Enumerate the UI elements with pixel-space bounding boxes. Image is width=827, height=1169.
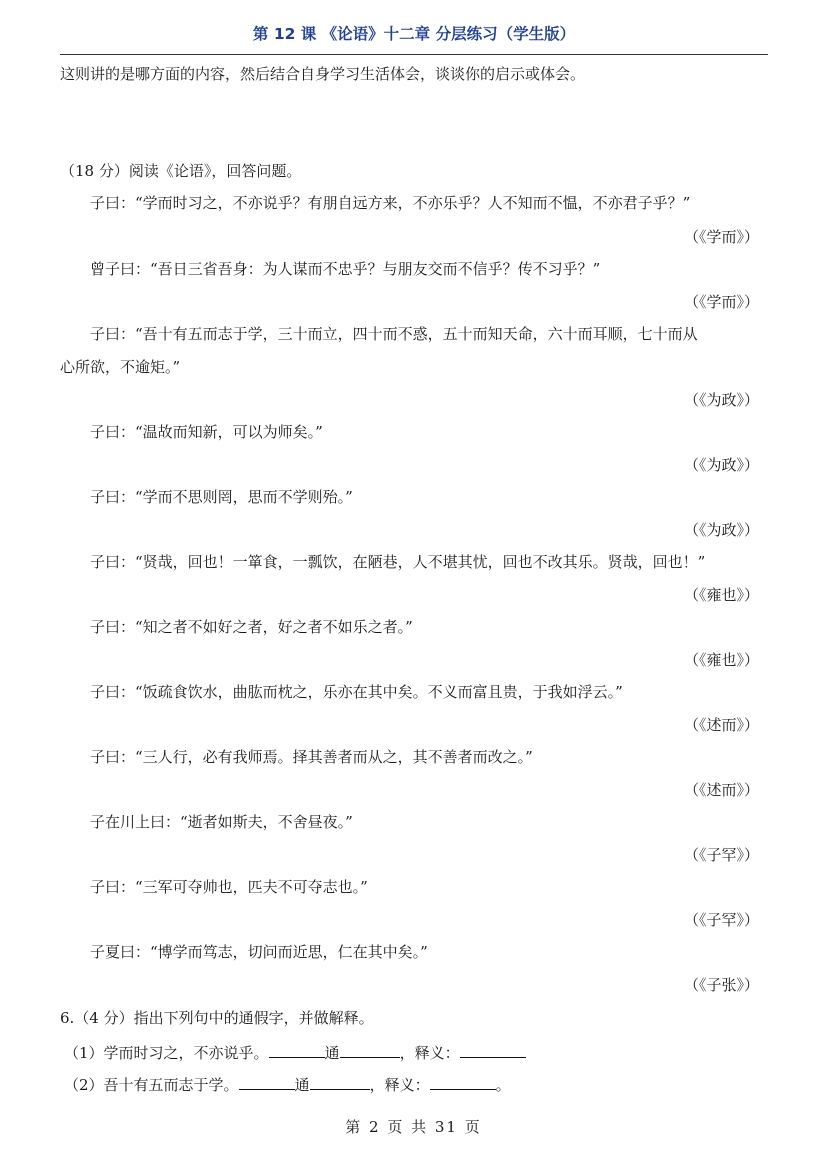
passage-text: 子曰：“饭疏食饮水，曲肱而枕之，乐亦在其中矣。不义而富且贵，于我如浮云。” <box>90 683 623 701</box>
passage-text: 子夏曰：“博学而笃志，切问而近思，仁在其中矣。” <box>90 943 428 961</box>
question-item-end: 。 <box>495 1076 511 1094</box>
answer-blank-meaning[interactable] <box>430 1073 496 1090</box>
shiyi-label: ，释义： <box>369 1076 430 1094</box>
passage-text: 子曰：“三军可夺帅也，匹夫不可夺志也。” <box>90 878 368 896</box>
passage-source: （《学而》） <box>683 293 759 311</box>
passage-text: 子曰：“三人行，必有我师焉。择其善者而从之，其不善者而改之。” <box>90 748 533 766</box>
page-footer-number: 第 2 页 共 31 页 <box>345 1118 482 1136</box>
intro-line: 这则讲的是哪方面的内容，然后结合自身学习生活体会，谈谈你的启示或体会。 <box>60 65 586 83</box>
question-title: 6.（4 分）指出下列句中的通假字，并做解释。 <box>60 1009 374 1027</box>
answer-blank-original[interactable] <box>340 1041 400 1058</box>
passage-text-continued: 心所欲，不逾矩。” <box>60 358 181 376</box>
header-divider <box>60 54 768 55</box>
passage-source: （《子张》） <box>683 976 759 994</box>
question-item-2 <box>64 1073 511 1095</box>
passage-source: （《子罕》） <box>683 846 759 864</box>
passage-text: 子曰：“吾十有五而志于学，三十而立，四十而不惑，五十而知天命，六十而耳顺，七十而从 <box>90 325 698 343</box>
tong-label: 通 <box>294 1076 310 1094</box>
answer-blank-meaning[interactable] <box>460 1041 526 1058</box>
tong-label: 通 <box>324 1044 340 1062</box>
question-item-1 <box>64 1041 526 1063</box>
answer-blank-char[interactable] <box>239 1073 295 1090</box>
passage-source: （《雍也》） <box>683 586 759 604</box>
passage-text: 子曰：“学而时习之，不亦说乎？有朋自远方来，不亦乐乎？人不知而不愠，不亦君子乎？” <box>90 194 691 212</box>
passage-text: 子曰：“学而不思则罔，思而不学则殆。” <box>90 488 353 506</box>
passage-source: （《述而》） <box>683 781 759 799</box>
passage-text: 子在川上曰：“逝者如斯夫，不舍昼夜。” <box>90 813 353 831</box>
passage-source: （《述而》） <box>683 716 759 734</box>
passage-source: （《子罕》） <box>683 911 759 929</box>
passage-text: 子曰：“贤哉，回也！一箪食，一瓢饮，在陋巷，人不堪其忧，回也不改其乐。贤哉，回也！” <box>90 553 706 571</box>
passage-source: （《雍也》） <box>683 651 759 669</box>
passage-source: （《为政》） <box>683 521 759 539</box>
passage-text: 子曰：“温故而知新，可以为师矣。” <box>90 423 323 441</box>
question-item-prefix: （1）学而时习之，不亦说乎。 <box>64 1044 269 1062</box>
section-heading: （18 分）阅读《论语》，回答问题。 <box>60 162 302 180</box>
passage-source: （《学而》） <box>683 228 759 246</box>
passage-source: （《为政》） <box>683 391 759 409</box>
answer-blank-char[interactable] <box>269 1041 325 1058</box>
passage-source: （《为政》） <box>683 456 759 474</box>
page-header-title: 第 12 课 《论语》十二章 分层练习（学生版） <box>252 25 576 43</box>
passage-text: 曾子曰：“吾日三省吾身：为人谋而不忠乎？与朋友交而不信乎？传不习乎？” <box>90 260 601 278</box>
answer-blank-original[interactable] <box>310 1073 370 1090</box>
shiyi-label: ，释义： <box>399 1044 460 1062</box>
passage-text: 子曰：“知之者不如好之者，好之者不如乐之者。” <box>90 618 413 636</box>
question-item-prefix: （2）吾十有五而志于学。 <box>64 1076 239 1094</box>
